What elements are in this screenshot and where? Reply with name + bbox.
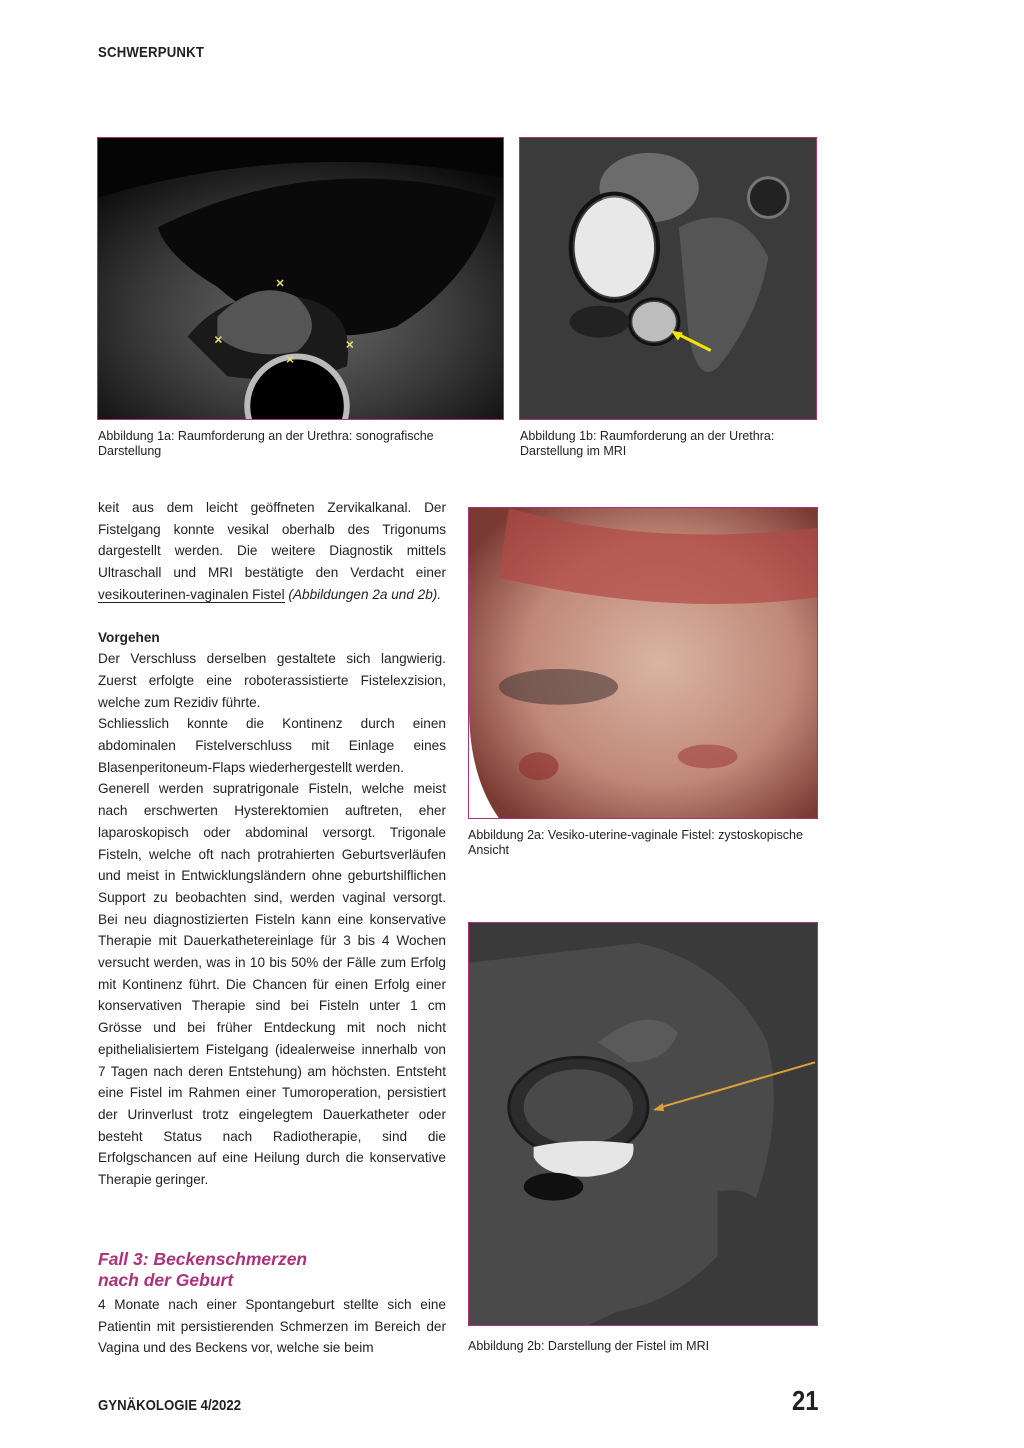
case-3-text: 4 Monate nach einer Spontangeburt stellte sich eine Patientin mit persistierenden Schmerzen im Bereich der Vagina und des Beckens vor, welche sie beim bbox=[98, 1297, 446, 1356]
mri-image bbox=[520, 138, 816, 419]
figure-1a-ultrasound bbox=[97, 137, 504, 420]
page-number: 21 bbox=[792, 1385, 819, 1416]
figure-1b-caption: Abbildung 1b: Raumforderung an der Urethra: Darstellung im MRI bbox=[520, 429, 775, 458]
figure-2b-caption: Abbildung 2b: Darstellung der Fistel im MRI bbox=[468, 1339, 710, 1353]
figure-1b-mri bbox=[519, 137, 817, 420]
paragraph-3: Schliesslich konnte die Kontinenz durch einen abdominalen Fistelverschluss mit Einlage eines Blasenperitoneum-Flaps wiederhergestellt werden. bbox=[98, 716, 446, 775]
figure-reference: (Abbildungen 2a und 2b). bbox=[288, 586, 442, 602]
paragraph-4: Generell werden supratrigonale Fisteln, welche meist nach erschwerten Hysterektomien auftreten, eher laparoskopisch oder abdominal versorgt. Trigonale Fisteln, welche oft nach protrahierten Geburtsverläufen und meist in Entwicklungsländern ohne geburtshilflichen Support zu beobachten sind, werden vaginal versorgt. Bei neu diagnostizierten Fisteln kann eine konservative Therapie mit Dauerkathetereinlage für 3 bis 4 Wochen versucht werden, was in 10 bis 50% der Fälle zum Erfolg mit Kontinenz führt. Die Chancen für einen Erfolg einer konservativen Therapie sind bei Fisteln unter 1 cm Grösse und bei früher Entdeckung mit noch nicht epithelialisiertem Fistelgang (idealerweise innerhalb von 7 Tagen nach deren Entstehung) am höchsten. Entsteht eine Fistel im Rahmen einer Tumoroperation, persistiert der Urinverlust trotz eingelegtem Dauerkatheter oder besteht Status nach Radiotherapie, sind die Erfolgschancen auf eine Heilung durch die konservative Therapie geringer. bbox=[98, 781, 446, 1188]
journal-issue: GYNÄKOLOGIE 4/2022 bbox=[98, 1397, 242, 1414]
figure-2a-caption: Abbildung 2a: Vesiko-uterine-vaginale Fistel: zystoskopische Ansicht bbox=[468, 828, 803, 857]
figure-1a-caption: Abbildung 1a: Raumforderung an der Urethra: sonografische Darstellung bbox=[98, 429, 434, 458]
ultrasound-image bbox=[98, 138, 503, 419]
figure-2b-mri bbox=[468, 922, 818, 1326]
mri-fistula-image bbox=[469, 923, 817, 1325]
subheading-vorgehen: Vorgehen bbox=[98, 629, 160, 645]
section-label: SCHWERPUNKT bbox=[98, 44, 205, 61]
figure-2a-cystoscopy bbox=[468, 507, 818, 819]
case-3-heading: Fall 3: Beckenschmerzen nach der Geburt bbox=[98, 1249, 308, 1290]
cystoscopy-image bbox=[469, 508, 817, 818]
body-text-column bbox=[98, 497, 446, 1191]
paragraph-2: Der Verschluss derselben gestaltete sich langwierig. Zuerst erfolgte eine roboterassistierte Fistelexzision, welche zum Rezidiv führte. bbox=[98, 651, 446, 710]
paragraph-1: keit aus dem leicht geöffneten Zervikalkanal. Der Fistelgang konnte vesikal oberhalb des Trigonums dargestellt werden. Die weitere Diagnostik mittels Ultraschall und MRI bestätigte den Verdacht einer vesikouterinen-vaginalen Fistel (Abbildungen 2a und 2b). bbox=[98, 500, 446, 602]
fistula-term: vesikouterinen-vaginalen Fistel bbox=[98, 586, 285, 602]
